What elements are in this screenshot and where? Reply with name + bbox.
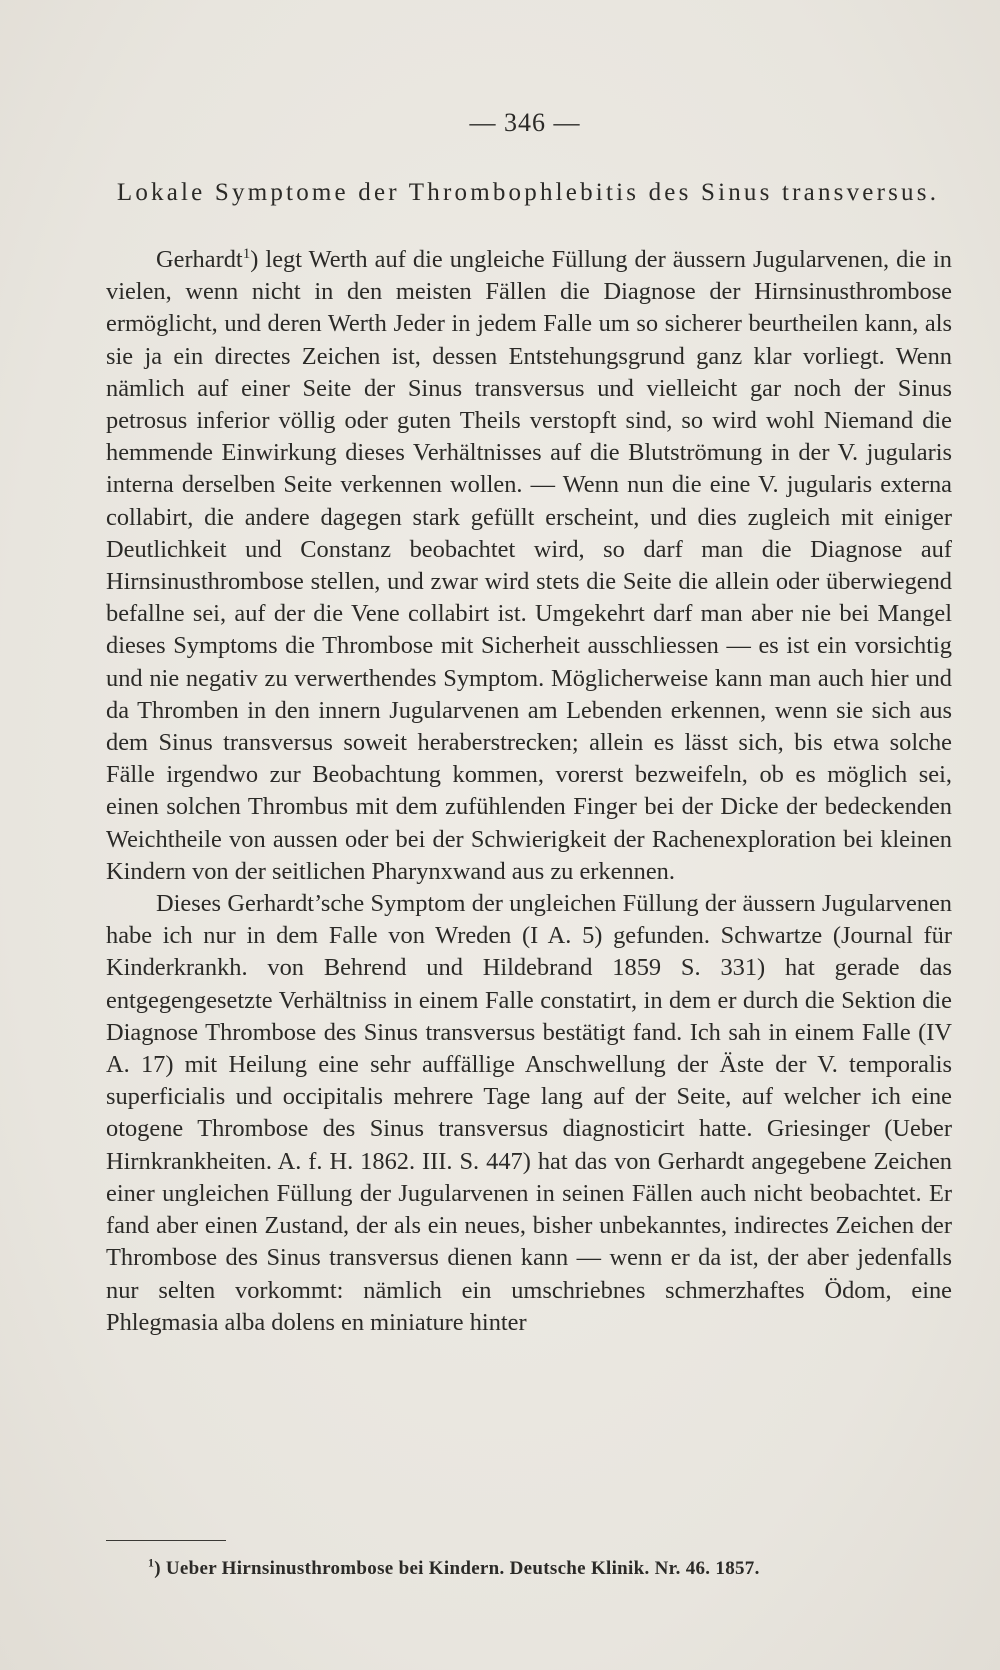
footnote-divider	[106, 1540, 226, 1541]
section-heading: Lokale Symptome der Thrombophlebitis des Sinus transversus.	[116, 179, 940, 206]
footnote-reference-mark: 1	[242, 245, 251, 262]
page-number: — 346 —	[469, 108, 581, 137]
paragraph-2: Dieses Gerhardt’sche Symptom der ungleichen Füllung der äussern Jugularvenen habe ich nur in dem Falle von Wreden (I A. 5) gefunden. Schwartze (Journal für Kinderkrankh. von Behrend und Hildebrand 1859 S. 331) hat gerade das entgegengesetzte Verhältniss in einem Falle constatirt, in dem er durch die Sektion die Diagnose Thrombose des Sinus transversus bestätigt fand. Ich sah in einem Falle (IV A. 17) mit Heilung eine sehr auffällige Anschwellung der Äste der V. temporalis superficialis und occipitalis mehrere Tage lang auf der Seite, auf welcher ich eine otogene Thrombose des Sinus transversus diagnosticirt hatte. Griesinger (Ueber Hirnkrankheiten. A. f. H. 1862. III. S. 447) hat das von Gerhardt angegebene Zeichen einer ungleichen Füllung der Jugularvenen in seinen Fällen auch nicht beobachtet. Er fand aber einen Zustand, der als ein neues, bisher unbekanntes, indirectes Zeichen der Thrombose des Sinus transversus dienen kann — wenn er da ist, der aber jedenfalls nur selten vorkommt: nämlich ein umschriebnes schmerzhaftes Ödom, eine Phlegmasia alba dolens en miniature hinter	[106, 890, 952, 1336]
body-text	[106, 244, 952, 1339]
footnote-mark: 1	[148, 1556, 155, 1570]
paragraph-1-text: ) legt Werth auf die ungleiche Füllung der äussern Jugularvenen, die in vielen, wenn nicht in den meisten Fällen die Diagnose der Hirnsinusthrombose ermöglicht, und deren Werth Jeder in jedem Falle um so sicherer beurtheilen kann, als sie ja ein directes Zeichen ist, dessen Entstehungsgrund ganz klar vorliegt. Wenn nämlich auf einer Seite der Sinus transversus und vielleicht gar noch der Sinus petrosus inferior völlig oder guten Theils verstopft sind, so wird wohl Niemand die hemmende Einwirkung dieses Verhältnisses auf die Blutströmung in der V. jugularis interna derselben Seite verkennen wollen. — Wenn nun die eine V. jugularis externa collabirt, die andere dagegen stark gefüllt erscheint, und dies zugleich mit einiger Deutlichkeit und Constanz beobachtet wird, so darf man die Diagnose auf Hirnsinusthrombose stellen, und zwar wird stets die Seite die allein oder überwiegend befallne sei, auf der die Vene collabirt ist. Umgekehrt darf man aber nie bei Mangel dieses Symptoms die Thrombose mit Sicherheit ausschliessen — es ist ein vorsichtig und nie negativ zu verwerthendes Symptom. Möglicherweise kann man auch hier und da Thromben in den innern Jugularvenen am Lebenden erkennen, wenn sie sich aus dem Sinus transversus soweit heraberstrecken; allein es lässt sich, bis etwa solche Fälle irgendwo zur Beobachtung kommen, vorerst bezweifeln, ob es möglich sei, einen solchen Thrombus mit dem zufühlenden Finger bei der Dicke der bedeckenden Weichtheile von aussen oder bei der Schwierigkeit der Rachenexploration bei kleinen Kindern von der seitlichen Pharynxwand aus zu erkennen.	[106, 246, 952, 885]
footnote	[148, 1556, 928, 1582]
paragraph-1-lead: Gerhardt	[156, 246, 243, 273]
footnote-text: ) Ueber Hirnsinusthrombose bei Kindern. Deutsche Klinik. Nr. 46. 1857.	[154, 1558, 760, 1579]
paragraph-1	[106, 244, 952, 888]
